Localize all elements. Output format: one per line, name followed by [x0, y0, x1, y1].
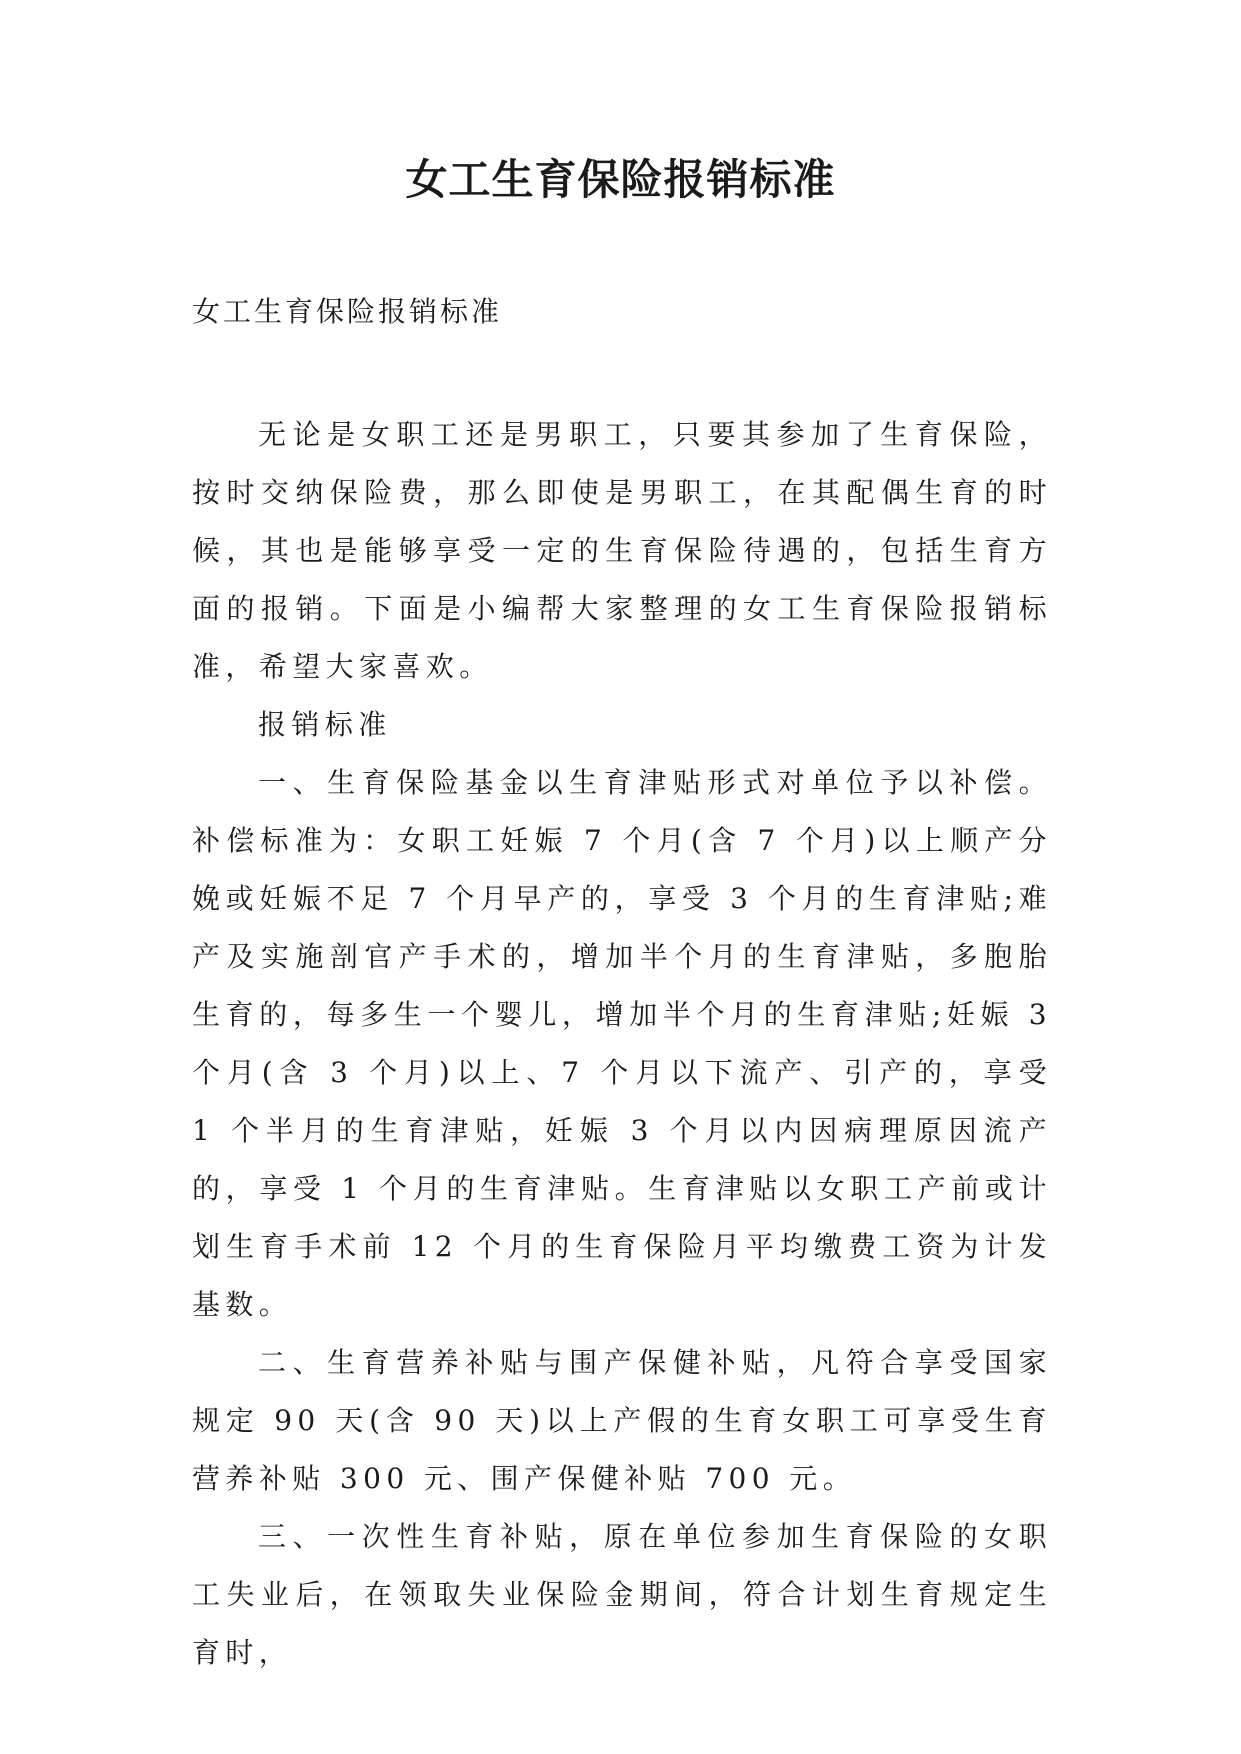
document-body	[192, 406, 1052, 1682]
document-title: 女工生育保险报销标准	[405, 155, 836, 204]
paragraph-item-1: 一、生育保险基金以生育津贴形式对单位予以补偿。补偿标准为：女职工妊娠 7 个月(含 7 个月)以上顺产分娩或妊娠不足 7 个月早产的，享受 3 个月的生育津贴;难产及实施剖官产手术的，增加半个月的生育津贴，多胞胎生育的，每多生一个婴儿，增加半个月的生育津贴;妊娠 3 个月(含 3 个月)以上、7 个月以下流产、引产的，享受 1 个半月的生育津贴，妊娠 3 个月以内因病理原因流产的，享受 1 个月的生育津贴。生育津贴以女职工产前或计划生育手术前 12 个月的生育保险月平均缴费工资为计发基数。	[192, 766, 1052, 1321]
paragraph-item-3: 三、一次性生育补贴，原在单位参加生育保险的女职工失业后，在领取失业保险金期间，符合计划生育规定生育时，	[192, 1520, 1052, 1669]
intro-paragraph: 无论是女职工还是男职工，只要其参加了生育保险，按时交纳保险费，那么即使是男职工，在其配偶生育的时候，其也是能够享受一定的生育保险待遇的，包括生育方面的报销。下面是小编帮大家整理的女工生育保险报销标准，希望大家喜欢。	[192, 418, 1052, 683]
section-heading: 报销标准	[258, 708, 392, 741]
document-subtitle: 女工生育保险报销标准	[192, 295, 503, 328]
paragraph-item-2: 二、生育营养补贴与围产保健补贴，凡符合享受国家规定 90 天(含 90 天)以上产假的生育女职工可享受生育营养补贴 300 元、围产保健补贴 700 元。	[192, 1346, 1052, 1495]
